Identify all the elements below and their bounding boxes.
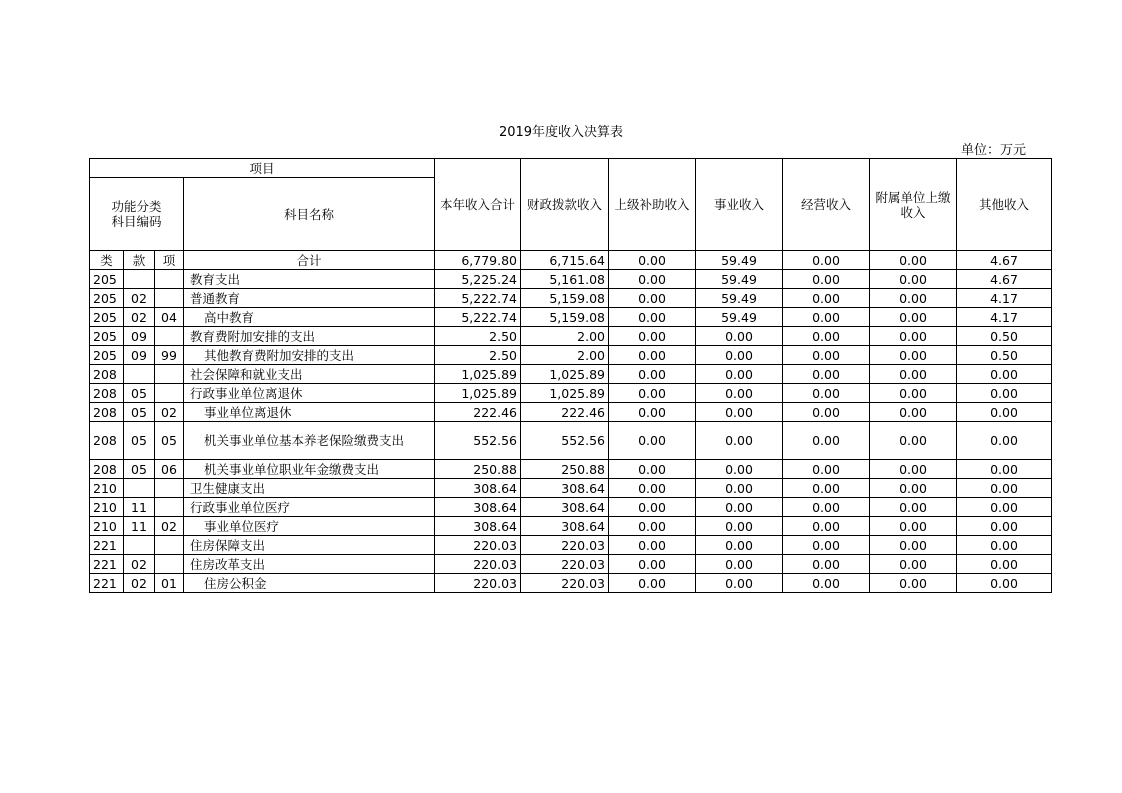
code-lei-cell: 205 xyxy=(90,270,124,289)
subject-name-cell: 机关事业单位基本养老保险缴费支出 xyxy=(184,422,435,460)
header-col-3: 事业收入 xyxy=(696,159,783,251)
code-lei-cell: 205 xyxy=(90,327,124,346)
value-cell: 0.00 xyxy=(609,422,696,460)
value-cell: 5,161.08 xyxy=(521,270,609,289)
value-cell: 5,159.08 xyxy=(521,308,609,327)
code-xiang-cell xyxy=(155,289,184,308)
value-cell: 5,225.24 xyxy=(435,270,521,289)
value-cell: 0.00 xyxy=(870,517,957,536)
value-cell: 0.00 xyxy=(696,517,783,536)
value-cell: 0.00 xyxy=(696,365,783,384)
value-cell: 0.00 xyxy=(609,403,696,422)
code-kuan-cell xyxy=(124,536,155,555)
value-cell: 0.00 xyxy=(870,422,957,460)
value-cell: 2.00 xyxy=(521,346,609,365)
code-lei-cell: 205 xyxy=(90,308,124,327)
value-cell: 0.00 xyxy=(609,365,696,384)
subject-name-cell: 教育支出 xyxy=(184,270,435,289)
value-cell: 5,222.74 xyxy=(435,289,521,308)
value-cell: 220.03 xyxy=(521,574,609,593)
value-cell: 0.00 xyxy=(870,460,957,479)
total-cell: 0.00 xyxy=(783,251,870,270)
code-kuan-cell: 05 xyxy=(124,384,155,403)
value-cell: 5,159.08 xyxy=(521,289,609,308)
code-lei-cell: 221 xyxy=(90,555,124,574)
code-lei-cell: 210 xyxy=(90,517,124,536)
value-cell: 0.00 xyxy=(609,574,696,593)
code-xiang-cell xyxy=(155,555,184,574)
value-cell: 0.00 xyxy=(783,536,870,555)
subject-name-cell: 住房改革支出 xyxy=(184,555,435,574)
value-cell: 0.00 xyxy=(783,289,870,308)
value-cell: 0.00 xyxy=(870,327,957,346)
value-cell: 4.17 xyxy=(957,289,1052,308)
value-cell: 1,025.89 xyxy=(521,365,609,384)
value-cell: 0.00 xyxy=(783,365,870,384)
subject-name-cell: 社会保障和就业支出 xyxy=(184,365,435,384)
value-cell: 0.00 xyxy=(957,365,1052,384)
code-xiang-cell: 01 xyxy=(155,574,184,593)
value-cell: 0.00 xyxy=(609,479,696,498)
value-cell: 0.00 xyxy=(609,327,696,346)
value-cell: 1,025.89 xyxy=(435,384,521,403)
subject-name-cell: 住房公积金 xyxy=(184,574,435,593)
total-cell: 0.00 xyxy=(870,251,957,270)
value-cell: 0.00 xyxy=(870,270,957,289)
total-label: 合计 xyxy=(184,251,435,270)
code-kuan-cell: 11 xyxy=(124,498,155,517)
code-lei-cell: 208 xyxy=(90,403,124,422)
value-cell: 0.00 xyxy=(783,517,870,536)
table-row xyxy=(90,460,1052,479)
code-lei-cell: 210 xyxy=(90,479,124,498)
value-cell: 0.00 xyxy=(957,384,1052,403)
value-cell: 5,222.74 xyxy=(435,308,521,327)
total-cell: 59.49 xyxy=(696,251,783,270)
table-row xyxy=(90,422,1052,460)
income-table xyxy=(89,158,1052,593)
table-body xyxy=(90,251,1052,593)
subject-name-cell: 机关事业单位职业年金缴费支出 xyxy=(184,460,435,479)
value-cell: 0.00 xyxy=(783,498,870,517)
header-col-0: 本年收入合计 xyxy=(435,159,521,251)
value-cell: 0.00 xyxy=(957,403,1052,422)
code-kuan-cell: 11 xyxy=(124,517,155,536)
value-cell: 0.00 xyxy=(870,498,957,517)
table-row xyxy=(90,365,1052,384)
code-xiang-cell xyxy=(155,536,184,555)
code-kuan-cell: 05 xyxy=(124,460,155,479)
value-cell: 0.00 xyxy=(957,460,1052,479)
subject-name-cell: 普通教育 xyxy=(184,289,435,308)
value-cell: 1,025.89 xyxy=(521,384,609,403)
value-cell: 308.64 xyxy=(521,517,609,536)
value-cell: 0.50 xyxy=(957,327,1052,346)
value-cell: 0.00 xyxy=(957,555,1052,574)
value-cell: 0.00 xyxy=(870,574,957,593)
code-kuan-cell xyxy=(124,365,155,384)
value-cell: 0.00 xyxy=(783,460,870,479)
value-cell: 0.00 xyxy=(783,327,870,346)
code-kuan-cell: 09 xyxy=(124,346,155,365)
subject-name-cell: 住房保障支出 xyxy=(184,536,435,555)
value-cell: 59.49 xyxy=(696,308,783,327)
value-cell: 0.00 xyxy=(609,498,696,517)
header-col-1: 财政拨款收入 xyxy=(521,159,609,251)
report-title: 2019年度收入决算表 xyxy=(498,125,624,140)
subject-name-cell: 高中教育 xyxy=(184,308,435,327)
code-kuan-cell: 05 xyxy=(124,403,155,422)
value-cell: 0.50 xyxy=(957,346,1052,365)
value-cell: 4.17 xyxy=(957,308,1052,327)
code-lei-cell: 208 xyxy=(90,365,124,384)
table-row xyxy=(90,308,1052,327)
code-kuan-cell xyxy=(124,270,155,289)
value-cell: 0.00 xyxy=(696,498,783,517)
value-cell: 308.64 xyxy=(521,479,609,498)
subject-name-cell: 其他教育费附加安排的支出 xyxy=(184,346,435,365)
value-cell: 0.00 xyxy=(957,536,1052,555)
total-cell: 4.67 xyxy=(957,251,1052,270)
code-kuan-cell: 02 xyxy=(124,574,155,593)
table-row xyxy=(90,536,1052,555)
code-lei-cell: 210 xyxy=(90,498,124,517)
code-xiang-cell xyxy=(155,384,184,403)
code-lei-cell: 208 xyxy=(90,422,124,460)
value-cell: 250.88 xyxy=(521,460,609,479)
value-cell: 4.67 xyxy=(957,270,1052,289)
header-col-4: 经营收入 xyxy=(783,159,870,251)
value-cell: 220.03 xyxy=(521,555,609,574)
subject-name-cell: 事业单位医疗 xyxy=(184,517,435,536)
value-cell: 0.00 xyxy=(870,346,957,365)
code-kuan-cell: 02 xyxy=(124,555,155,574)
table-row xyxy=(90,289,1052,308)
code-xiang-cell: 05 xyxy=(155,422,184,460)
value-cell: 0.00 xyxy=(870,555,957,574)
value-cell: 0.00 xyxy=(609,384,696,403)
code-xiang-cell: 02 xyxy=(155,517,184,536)
table-row xyxy=(90,517,1052,536)
value-cell: 0.00 xyxy=(870,289,957,308)
header-kuan: 款 xyxy=(124,251,155,270)
value-cell: 0.00 xyxy=(870,536,957,555)
value-cell: 308.64 xyxy=(521,498,609,517)
code-xiang-cell: 04 xyxy=(155,308,184,327)
table-row xyxy=(90,403,1052,422)
value-cell: 0.00 xyxy=(870,365,957,384)
subject-name-cell: 行政事业单位医疗 xyxy=(184,498,435,517)
header-col-5: 附属单位上缴收入 xyxy=(870,159,957,251)
value-cell: 59.49 xyxy=(696,289,783,308)
value-cell: 308.64 xyxy=(435,498,521,517)
value-cell: 0.00 xyxy=(609,517,696,536)
value-cell: 220.03 xyxy=(435,536,521,555)
code-xiang-cell: 06 xyxy=(155,460,184,479)
value-cell: 220.03 xyxy=(435,555,521,574)
value-cell: 0.00 xyxy=(696,384,783,403)
value-cell: 0.00 xyxy=(696,460,783,479)
total-cell: 6,715.64 xyxy=(521,251,609,270)
table-row xyxy=(90,270,1052,289)
total-cell: 6,779.80 xyxy=(435,251,521,270)
value-cell: 0.00 xyxy=(696,422,783,460)
table-row xyxy=(90,479,1052,498)
value-cell: 222.46 xyxy=(521,403,609,422)
value-cell: 2.00 xyxy=(521,327,609,346)
value-cell: 0.00 xyxy=(609,460,696,479)
code-xiang-cell xyxy=(155,479,184,498)
table-row xyxy=(90,384,1052,403)
value-cell: 0.00 xyxy=(870,403,957,422)
code-xiang-cell: 02 xyxy=(155,403,184,422)
code-lei-cell: 205 xyxy=(90,346,124,365)
value-cell: 0.00 xyxy=(609,270,696,289)
value-cell: 0.00 xyxy=(609,289,696,308)
value-cell: 2.50 xyxy=(435,327,521,346)
header-func-code: 功能分类 科目编码 xyxy=(90,178,184,251)
code-lei-cell: 205 xyxy=(90,289,124,308)
value-cell: 0.00 xyxy=(870,479,957,498)
total-row xyxy=(90,251,1052,270)
value-cell: 59.49 xyxy=(696,270,783,289)
value-cell: 552.56 xyxy=(521,422,609,460)
value-cell: 0.00 xyxy=(957,422,1052,460)
unit-label: 单位：万元 xyxy=(960,143,1026,158)
value-cell: 0.00 xyxy=(783,346,870,365)
value-cell: 0.00 xyxy=(783,574,870,593)
value-cell: 0.00 xyxy=(783,403,870,422)
code-xiang-cell xyxy=(155,365,184,384)
value-cell: 222.46 xyxy=(435,403,521,422)
value-cell: 0.00 xyxy=(783,422,870,460)
value-cell: 0.00 xyxy=(696,479,783,498)
subject-name-cell: 行政事业单位离退休 xyxy=(184,384,435,403)
value-cell: 0.00 xyxy=(609,346,696,365)
value-cell: 0.00 xyxy=(609,308,696,327)
table-row xyxy=(90,346,1052,365)
value-cell: 0.00 xyxy=(783,270,870,289)
code-kuan-cell: 02 xyxy=(124,308,155,327)
header-col-2: 上级补助收入 xyxy=(609,159,696,251)
value-cell: 0.00 xyxy=(696,555,783,574)
subject-name-cell: 教育费附加安排的支出 xyxy=(184,327,435,346)
code-lei-cell: 208 xyxy=(90,460,124,479)
value-cell: 0.00 xyxy=(870,384,957,403)
code-lei-cell: 208 xyxy=(90,384,124,403)
code-xiang-cell xyxy=(155,270,184,289)
subject-name-cell: 卫生健康支出 xyxy=(184,479,435,498)
value-cell: 0.00 xyxy=(696,403,783,422)
code-xiang-cell: 99 xyxy=(155,346,184,365)
code-xiang-cell xyxy=(155,498,184,517)
value-cell: 0.00 xyxy=(870,308,957,327)
value-cell: 0.00 xyxy=(696,574,783,593)
code-kuan-cell xyxy=(124,479,155,498)
value-cell: 0.00 xyxy=(957,498,1052,517)
value-cell: 552.56 xyxy=(435,422,521,460)
header-subject-name: 科目名称 xyxy=(184,178,435,251)
value-cell: 220.03 xyxy=(521,536,609,555)
table-row xyxy=(90,327,1052,346)
value-cell: 0.00 xyxy=(696,536,783,555)
value-cell: 0.00 xyxy=(783,384,870,403)
value-cell: 0.00 xyxy=(783,555,870,574)
value-cell: 0.00 xyxy=(957,517,1052,536)
header-xiang: 项 xyxy=(155,251,184,270)
code-lei-cell: 221 xyxy=(90,536,124,555)
value-cell: 250.88 xyxy=(435,460,521,479)
value-cell: 0.00 xyxy=(696,346,783,365)
value-cell: 220.03 xyxy=(435,574,521,593)
value-cell: 308.64 xyxy=(435,479,521,498)
value-cell: 0.00 xyxy=(783,479,870,498)
value-cell: 0.00 xyxy=(696,327,783,346)
header-item: 项目 xyxy=(90,159,435,178)
value-cell: 1,025.89 xyxy=(435,365,521,384)
value-cell: 0.00 xyxy=(609,555,696,574)
value-cell: 0.00 xyxy=(957,574,1052,593)
code-kuan-cell: 05 xyxy=(124,422,155,460)
code-kuan-cell: 09 xyxy=(124,327,155,346)
table-row xyxy=(90,574,1052,593)
code-lei-cell: 221 xyxy=(90,574,124,593)
code-xiang-cell xyxy=(155,327,184,346)
total-cell: 0.00 xyxy=(609,251,696,270)
header-lei: 类 xyxy=(90,251,124,270)
table-row xyxy=(90,498,1052,517)
value-cell: 0.00 xyxy=(783,308,870,327)
code-kuan-cell: 02 xyxy=(124,289,155,308)
header-col-6: 其他收入 xyxy=(957,159,1052,251)
subject-name-cell: 事业单位离退休 xyxy=(184,403,435,422)
value-cell: 308.64 xyxy=(435,517,521,536)
value-cell: 0.00 xyxy=(957,479,1052,498)
value-cell: 2.50 xyxy=(435,346,521,365)
table-row xyxy=(90,555,1052,574)
value-cell: 0.00 xyxy=(609,536,696,555)
